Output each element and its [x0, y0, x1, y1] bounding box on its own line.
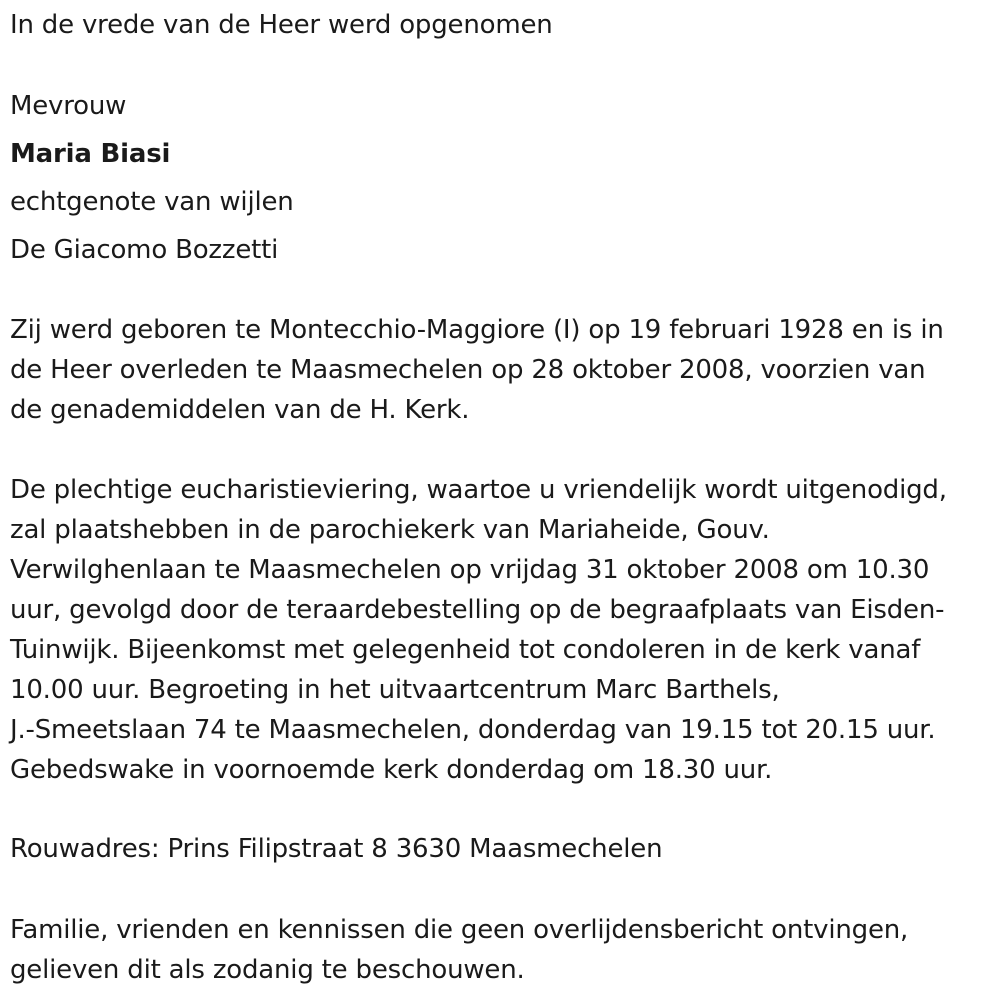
paragraph-line: Zij werd geboren te Montecchio-Maggiore (I) op 19 februari 1928 en is in	[10, 315, 944, 345]
paragraph-line: de Heer overleden te Maasmechelen op 28 oktober 2008, voorzien van	[10, 355, 926, 385]
deceased-name: Maria Biasi	[10, 139, 171, 169]
paragraph-line: Familie, vrienden en kennissen die geen overlijdensbericht ontvingen,	[10, 915, 909, 945]
ceremony-paragraph	[10, 470, 947, 790]
paragraph-line: zal plaatshebben in de parochiekerk van Mariaheide, Gouv.	[10, 515, 770, 545]
paragraph-line: De plechtige eucharistieviering, waartoe u vriendelijk wordt uitgenodigd,	[10, 475, 947, 505]
paragraph-line: 10.00 uur. Begroeting in het uitvaartcentrum Marc Barthels,	[10, 675, 780, 705]
paragraph-line: Verwilghenlaan te Maasmechelen op vrijdag 31 oktober 2008 om 10.30	[10, 555, 930, 585]
paragraph-line: Tuinwijk. Bijeenkomst met gelegenheid tot condoleren in de kerk vanaf	[10, 635, 921, 665]
birth-death-paragraph	[10, 310, 944, 430]
spouse-name: De Giacomo Bozzetti	[10, 235, 279, 265]
paragraph-line: Gebedswake in voornoemde kerk donderdag om 18.30 uur.	[10, 755, 773, 785]
family-note-paragraph	[10, 910, 908, 990]
paragraph-line: J.-Smeetslaan 74 te Maasmechelen, donderdag van 19.15 tot 20.15 uur.	[10, 715, 936, 745]
spouse-label: echtgenote van wijlen	[10, 187, 294, 217]
paragraph-line: de genademiddelen van de H. Kerk.	[10, 395, 470, 425]
intro-text: In de vrede van de Heer werd opgenomen	[10, 10, 553, 40]
mourning-address: Rouwadres: Prins Filipstraat 8 3630 Maasmechelen	[10, 834, 663, 864]
honorific-title: Mevrouw	[10, 91, 127, 121]
paragraph-line: gelieven dit als zodanig te beschouwen.	[10, 955, 525, 985]
mourning-address-paragraph	[10, 829, 662, 869]
paragraph-line: uur, gevolgd door de teraardebestelling op de begraafplaats van Eisden-	[10, 595, 945, 625]
